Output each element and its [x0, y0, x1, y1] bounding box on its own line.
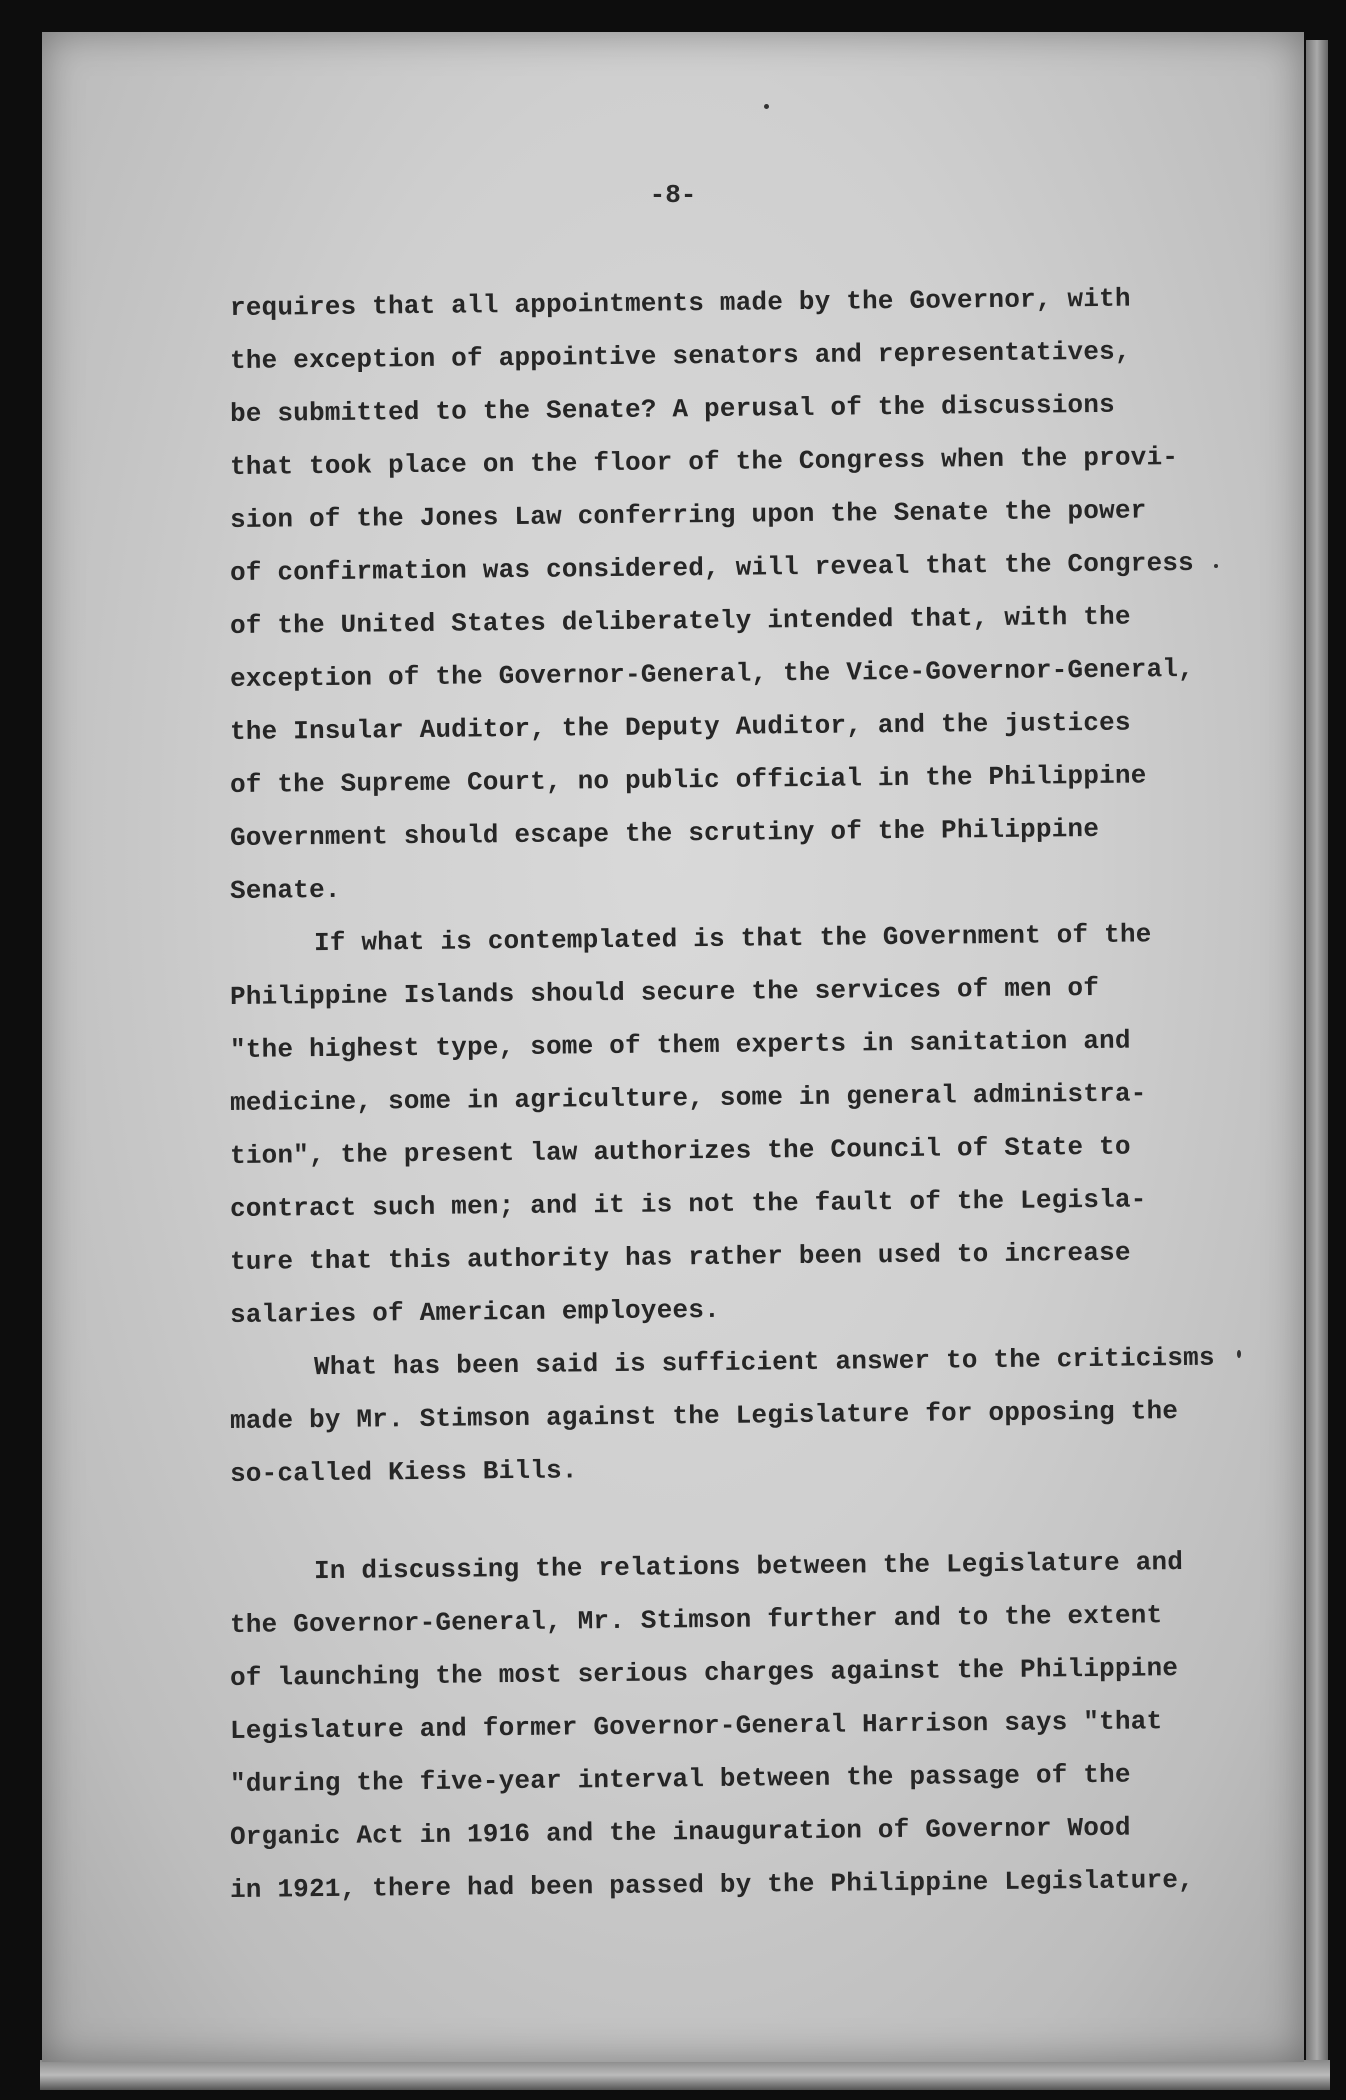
text-line: tion", the present law authorizes the Council of State to: [229, 1131, 1131, 1171]
text-line: salaries of American employees.: [229, 1294, 721, 1330]
text-line: of launching the most serious charges against the Philippine: [229, 1653, 1179, 1693]
text-line: "during the five-year interval between the passage of the: [229, 1759, 1131, 1799]
page-stack-edge-bottom: [40, 2060, 1330, 2090]
text-line: so-called Kiess Bills.: [229, 1455, 578, 1489]
paper-speck: [1237, 1350, 1241, 1358]
paper-speck: [764, 104, 769, 109]
text-line: Legislature and former Governor-General Harrison says "that: [229, 1706, 1163, 1746]
paragraph: [230, 282, 1230, 918]
text-line: medicine, some in agriculture, some in general administra-: [229, 1078, 1147, 1118]
text-line: In discussing the relations between the Legislature and: [313, 1547, 1184, 1587]
text-line: be submitted to the Senate? A perusal of the discussions: [229, 389, 1116, 429]
text-line: of the Supreme Court, no public official in the Philippine: [229, 760, 1147, 800]
text-line: of confirmation was considered, will reveal that the Congress: [229, 547, 1195, 588]
text-line: What has been said is sufficient answer to the criticisms: [313, 1342, 1215, 1383]
text-line: ture that this authority has rather been used to increase: [229, 1237, 1131, 1277]
text-line: If what is contemplated is that the Government of the: [313, 919, 1152, 959]
text-line: the Insular Auditor, the Deputy Auditor, and the justices: [229, 707, 1131, 747]
page-stack-edge-right: [1306, 40, 1328, 2080]
text-line: Organic Act in 1916 and the inauguration of Governor Wood: [229, 1812, 1131, 1852]
text-line: exception of the Governor-General, the Vice-Governor-General,: [229, 653, 1195, 694]
text-line: Philippine Islands should secure the services of men of: [229, 972, 1100, 1012]
text-line: in 1921, there had been passed by the Philippine Legislature,: [229, 1864, 1195, 1905]
paragraph: [230, 918, 1230, 1342]
text-line: made by Mr. Stimson against the Legislature for opposing the: [229, 1396, 1179, 1436]
text-line: Senate.: [229, 874, 341, 906]
text-line: the exception of appointive senators and representatives,: [229, 336, 1131, 376]
text-line: the Governor-General, Mr. Stimson further and to the extent: [229, 1600, 1163, 1640]
text-line: of the United States deliberately intended that, with the: [229, 601, 1131, 641]
text-line: that took place on the floor of the Congress when the provi-: [229, 442, 1179, 482]
page-number: -8-: [649, 180, 697, 210]
paragraph: [230, 1546, 1230, 1917]
text-line: sion of the Jones Law conferring upon the Senate the power: [229, 495, 1147, 535]
text-line: contract such men; and it is not the fault of the Legisla-: [229, 1184, 1147, 1224]
text-line: "the highest type, some of them experts in sanitation and: [229, 1025, 1131, 1065]
paragraph: [230, 1342, 1230, 1501]
typewritten-page: [42, 32, 1304, 2062]
text-line: requires that all appointments made by the Governor, with: [229, 283, 1131, 323]
text-line: Government should escape the scrutiny of the Philippine: [229, 813, 1100, 853]
body-text: [230, 282, 1230, 1917]
